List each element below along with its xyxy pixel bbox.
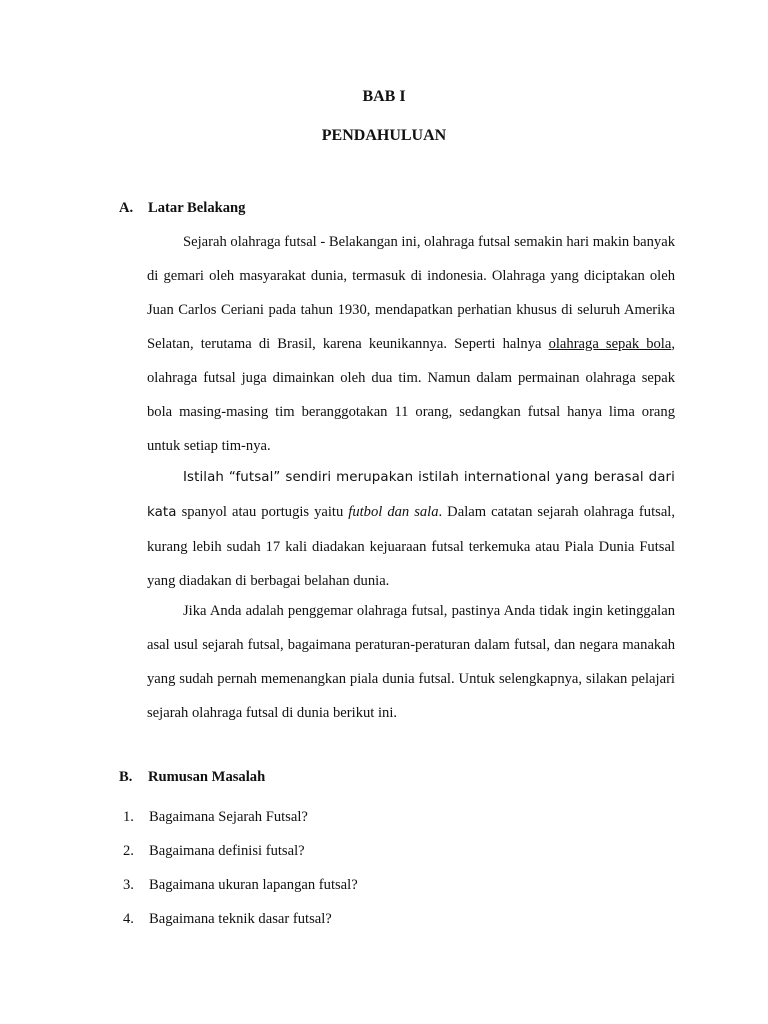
list-item-text: Bagaimana teknik dasar futsal? [149, 911, 332, 927]
paragraph-2-text-cont: spanyol atau portugis yaitu [176, 504, 349, 520]
paragraph-2-text: Istilah “futsal” sendiri merupakan istilah international yang berasal dari kata [147, 470, 675, 520]
list-item [123, 800, 358, 834]
chapter-number: BAB I [362, 88, 406, 105]
list-item [123, 834, 358, 868]
list-item-number: 2. [123, 843, 134, 859]
list-item-text: Bagaimana ukuran lapangan futsal? [149, 877, 358, 893]
list-item-text: Bagaimana Sejarah Futsal? [149, 809, 308, 825]
section-b-letter: B. [119, 769, 133, 785]
section-b-heading [119, 769, 265, 786]
question-list [123, 800, 358, 936]
section-b-title: Rumusan Masalah [148, 769, 266, 785]
paragraph-2 [147, 460, 675, 598]
paragraph-2-text-end: . Dalam catatan sejarah olahraga futsal, kurang lebih sudah 17 kali diadakan kejuaraan futsal terkemuka atau Piala Dunia Futsal yang diadakan di berbagai belahan dunia. [147, 504, 675, 589]
paragraph-1-text: Sejarah olahraga futsal - Belakangan ini, olahraga futsal semakin hari makin banyak di gemari oleh masyarakat dunia, termasuk di indonesia. Olahraga yang diciptakan oleh Juan Carlos Ceriani pada tahun 1930, mendapatkan perhatian khusus di seluruh Amerika Selatan, terutama di Brasil, karena keunikannya. Seperti halnya [147, 234, 675, 352]
sepak-bola-link[interactable]: olahraga sepak bola [548, 336, 672, 352]
paragraph-2-italic: futbol dan sala [348, 504, 439, 520]
list-item-number: 1. [123, 809, 134, 825]
paragraph-3 [147, 594, 675, 730]
list-item-number: 4. [123, 911, 134, 927]
paragraph-3-text: Jika Anda adalah penggemar olahraga futsal, pastinya Anda tidak ingin ketinggalan asal usul sejarah futsal, bagaimana peraturan-peraturan dalam futsal, dan negara manakah yang sudah pernah memenangkan piala dunia futsal. Untuk selengkapnya, silakan pelajari sejarah olahraga futsal di dunia berikut ini. [147, 603, 675, 721]
section-a-title: Latar Belakang [148, 200, 246, 216]
chapter-title: PENDAHULUAN [321, 127, 447, 144]
list-item-number: 3. [123, 877, 134, 893]
list-item [123, 868, 358, 902]
paragraph-1-text-cont: , olahraga futsal juga dimainkan oleh dua tim. Namun dalam permainan olahraga sepak bola masing-masing tim beranggotakan 11 orang, sedangkan futsal hanya lima orang untuk setiap tim-nya. [147, 336, 675, 454]
section-a-letter: A. [119, 200, 134, 216]
paragraph-1 [147, 225, 675, 463]
list-item [123, 902, 358, 936]
section-a-heading [119, 200, 245, 217]
list-item-text: Bagaimana definisi futsal? [149, 843, 305, 859]
